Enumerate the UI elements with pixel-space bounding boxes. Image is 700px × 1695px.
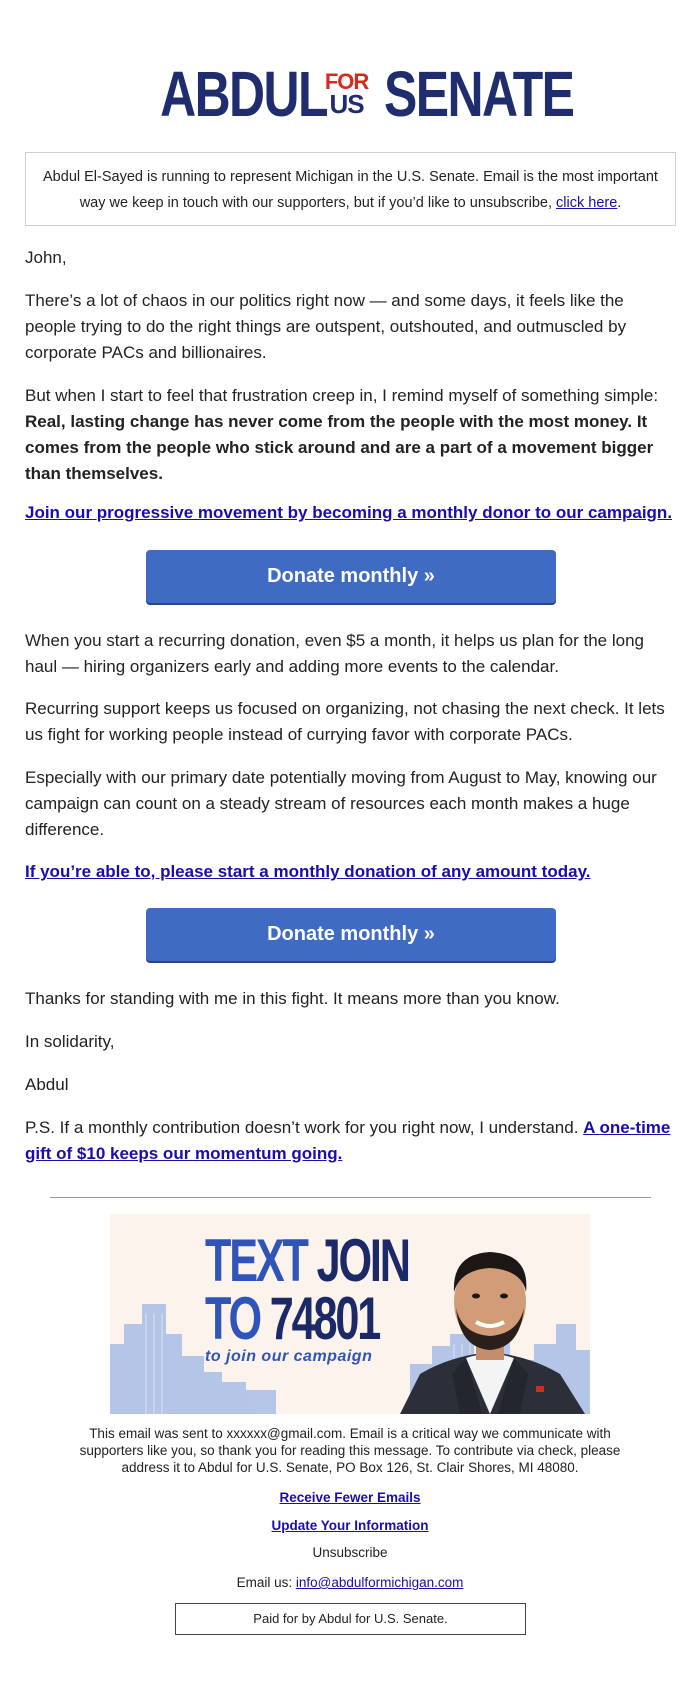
logo-for: FOR	[324, 69, 369, 94]
logo-word-senate: SENATE	[384, 58, 574, 130]
paragraph-2-intro: But when I start to feel that frustration creep in, I remind myself of something simple:	[25, 386, 659, 405]
banner-text-word: TEXT	[205, 1227, 307, 1294]
paid-for-disclaimer: Paid for by Abdul for U.S. Senate.	[175, 1603, 526, 1635]
banner-join-word: JOIN	[316, 1227, 409, 1294]
email-us-label: Email us:	[236, 1575, 296, 1590]
update-information-link[interactable]: Update Your Information	[271, 1518, 429, 1533]
banner-to-word: TO	[205, 1285, 260, 1352]
fewer-emails-row	[0, 1490, 700, 1505]
text-join-banner[interactable]	[110, 1214, 590, 1414]
footer-disclaimer: This email was sent to xxxxxx@gmail.com. Email is a critical way we communicate with supporters like you, so thank you for reading this message. To contribute via check, please address it to Abdul for U.S. Senate, PO Box 126, St. Clair Shores, MI 48080.	[79, 1426, 621, 1475]
unsubscribe-link[interactable]: Unsubscribe	[312, 1545, 388, 1560]
campaign-logo	[0, 58, 700, 130]
donate-monthly-button-2[interactable]: Donate monthly »	[146, 908, 556, 961]
start-monthly-donation-link[interactable]: If you’re able to, please start a monthly donation of any amount today.	[25, 862, 591, 881]
notice-text: Abdul El-Sayed is running to represent Michigan in the U.S. Senate. Email is the most important way we keep in touch with our supporters, but if you’d like to unsubscribe,	[43, 169, 658, 211]
logo-us: US	[329, 89, 364, 119]
closing: In solidarity,	[25, 1032, 115, 1051]
notice-end: .	[617, 195, 622, 211]
cta-paragraph-2	[25, 859, 676, 885]
ps-text: P.S. If a monthly contribution doesn’t work for you right now, I understand.	[25, 1118, 584, 1137]
ps-paragraph	[25, 1115, 676, 1167]
donate-monthly-button-1[interactable]: Donate monthly »	[146, 550, 556, 603]
email-address-link[interactable]: info@abdulformichigan.com	[295, 1575, 464, 1590]
click-here-link[interactable]: click here	[556, 195, 618, 211]
update-info-row	[0, 1518, 700, 1533]
banner-line-2	[205, 1285, 409, 1352]
footer-divider	[50, 1197, 651, 1198]
banner-line-1	[205, 1227, 409, 1294]
email-us-row	[0, 1575, 700, 1590]
unsubscribe-notice	[25, 152, 676, 226]
signature: Abdul	[25, 1075, 69, 1094]
one-time-gift-link[interactable]: A one-time gift of $10 keeps our momentum going.	[25, 1118, 671, 1163]
paragraph-2-bold: Real, lasting change has never come from the people with the most money. It comes from the people who stick around and are a part of a movement bigger than themselves.	[25, 412, 654, 483]
greeting: John,	[25, 248, 67, 267]
paragraph-5: Especially with our primary date potentially moving from August to May, knowing our campaign can count on a steady stream of resources each month makes a huge difference.	[25, 768, 657, 839]
paragraph-6: Thanks for standing with me in this fight. It means more than you know.	[25, 989, 560, 1008]
candidate-portrait	[390, 1224, 590, 1414]
receive-fewer-emails-link[interactable]: Receive Fewer Emails	[279, 1490, 421, 1505]
cta-paragraph-1	[25, 500, 676, 526]
paragraph-4: Recurring support keeps us focused on organizing, not chasing the next check. It lets us fight for working people instead of currying favor with corporate PACs.	[25, 699, 665, 744]
join-monthly-donor-link[interactable]: Join our progressive movement by becoming a monthly donor to our campaign.	[25, 503, 673, 522]
banner-subtitle: to join our campaign	[205, 1348, 373, 1365]
paragraph-1: There’s a lot of chaos in our politics right now — and some days, it feels like the people trying to do the right things are outspent, outshouted, and outmuscled by corporate PACs and billionaires.	[25, 291, 627, 362]
logo-word-abdul: ABDUL	[159, 58, 327, 130]
banner-shortcode: 74801	[269, 1285, 380, 1352]
paragraph-3: When you start a recurring donation, even $5 a month, it helps us plan for the long haul — hiring organizers early and adding more events to the calendar.	[25, 631, 644, 676]
logo-for-us	[324, 69, 369, 119]
paragraph-2	[25, 383, 676, 487]
